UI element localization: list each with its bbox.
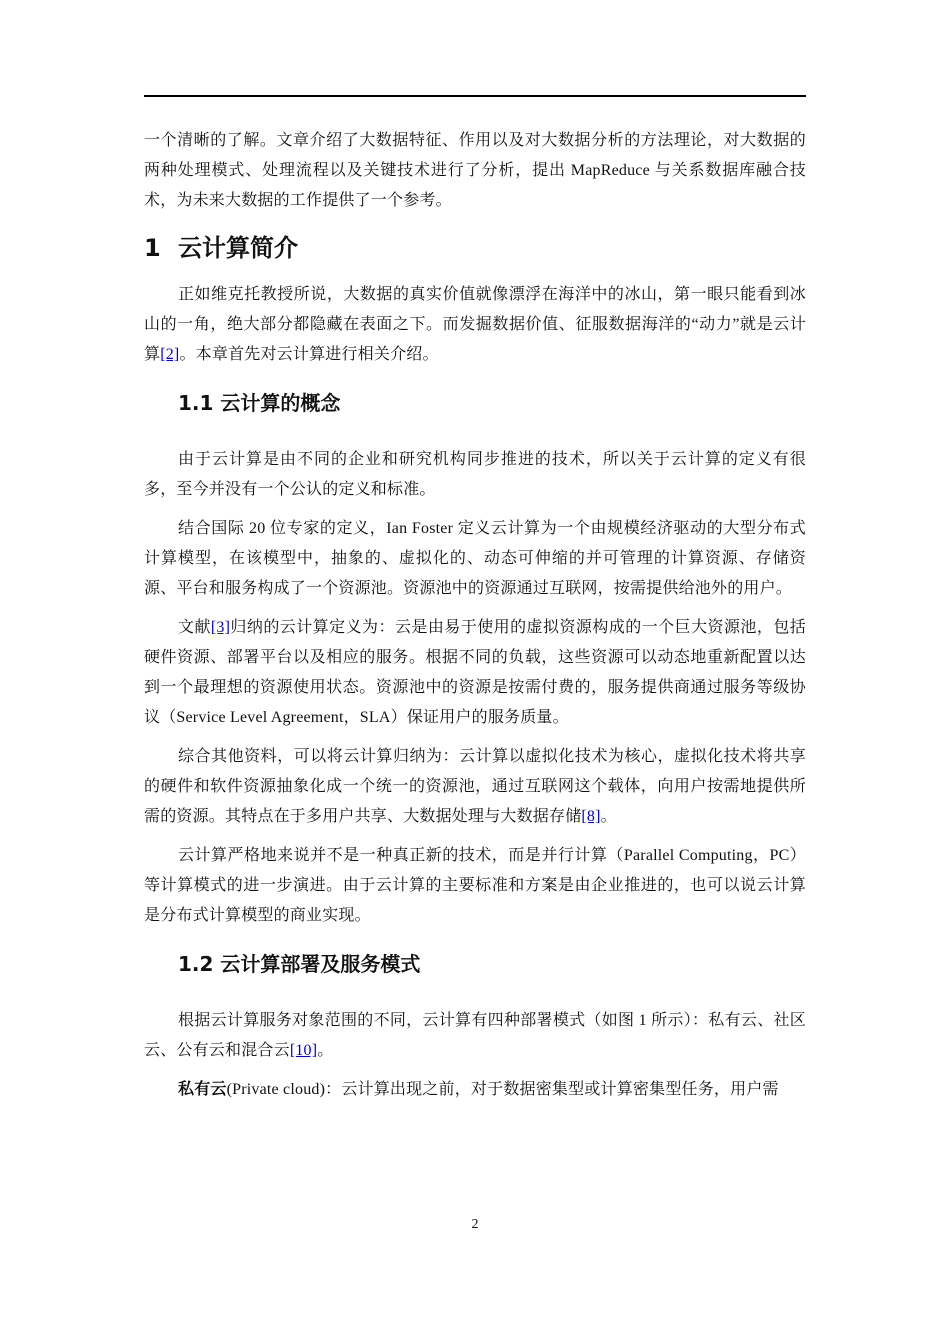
section-1-1-paragraph-3 (144, 613, 806, 733)
section-1-1-paragraph-1: 由于云计算是由不同的企业和研究机构同步推进的技术，所以关于云计算的定义有很多，至今并没有一个公认的定义和标准。 (144, 451, 806, 498)
section-1-1-paragraph-5: 云计算严格地来说并不是一种真正新的技术，而是并行计算（Parallel Computing，PC）等计算模式的进一步演进。由于云计算的主要标准和方案是由企业推进的，也可以说云计算是分布式计算模型的商业实现。 (144, 847, 806, 924)
section-1-1-paragraph-2: 结合国际 20 位专家的定义，Ian Foster 定义云计算为一个由规模经济驱动的大型分布式计算模型，在该模型中，抽象的、虚拟化的、动态可伸缩的并可管理的计算资源、存储资源、平台和服务构成了一个资源池。资源池中的资源通过互联网，按需提供给池外的用户。 (144, 520, 806, 597)
section-1-1-paragraph-4 (144, 742, 806, 832)
section-1-2-paragraph-1 (144, 1006, 806, 1066)
citation-link-10[interactable]: [10] (289, 1042, 318, 1059)
citation-link-8[interactable]: [8] (581, 808, 601, 825)
paragraph-3-text: 文献 (178, 619, 211, 636)
chapter-title: 云计算简介 (178, 234, 298, 262)
paragraph-3-text-end: 归纳的云计算定义为：云是由易于使用的虚拟资源构成的一个巨大资源池，包括硬件资源、部署平台以及相应的服务。根据不同的负载，这些资源可以动态地重新配置以达到一个最理想的资源使用状态。资源池中的资源是按需付费的，服务提供商通过服务等级协议（Service Level Agreement，SLA）保证用户的服务质量。 (144, 619, 806, 726)
chapter-intro-text-end: 。本章首先对云计算进行相关介绍。 (179, 346, 439, 363)
paragraph-4-text-end: 。 (600, 808, 617, 825)
section-1-2-paragraph-2 (144, 1075, 806, 1105)
page-number: 2 (471, 1217, 479, 1232)
section-1-2-paragraph-1-text: 根据云计算服务对象范围的不同，云计算有四种部署模式（如图 1 所示）：私有云、社区云、公有云和混合云 (144, 1012, 806, 1059)
section-1-2-paragraph-1-text-end: 。 (317, 1042, 334, 1059)
section-heading-1-1: 1.1 云计算的概念 (178, 391, 341, 415)
private-cloud-term: 私有云 (178, 1081, 227, 1098)
chapter-number: 1 (144, 234, 161, 262)
intro-paragraph: 一个清晰的了解。文章介绍了大数据特征、作用以及对大数据分析的方法理论，对大数据的两种处理模式、处理流程以及关键技术进行了分析，提出 MapReduce 与关系数据库融合技术，为未来大数据的工作提供了一个参考。 (144, 132, 806, 209)
header-rule (144, 95, 806, 97)
chapter-heading (144, 225, 806, 271)
chapter-intro-paragraph (144, 280, 806, 370)
citation-link-3[interactable]: [3] (210, 619, 231, 636)
private-cloud-text: (Private cloud)：云计算出现之前，对于数据密集型或计算密集型任务，用户需 (226, 1081, 779, 1098)
section-heading-1-2: 1.2 云计算部署及服务模式 (178, 952, 421, 976)
paragraph-4-text: 综合其他资料，可以将云计算归纳为：云计算以虚拟化技术为核心，虚拟化技术将共享的硬件和软件资源抽象化成一个统一的资源池，通过互联网这个载体，向用户按需地提供所需的资源。其特点在于多用户共享、大数据处理与大数据存储 (144, 748, 806, 825)
page-content (144, 126, 806, 1105)
chapter-intro-text: 正如维克托教授所说，大数据的真实价值就像漂浮在海洋中的冰山，第一眼只能看到冰山的一角，绝大部分都隐藏在表面之下。而发掘数据价值、征服数据海洋的“动力”就是云计算 (144, 286, 806, 363)
citation-link-2[interactable]: [2] (160, 346, 180, 363)
